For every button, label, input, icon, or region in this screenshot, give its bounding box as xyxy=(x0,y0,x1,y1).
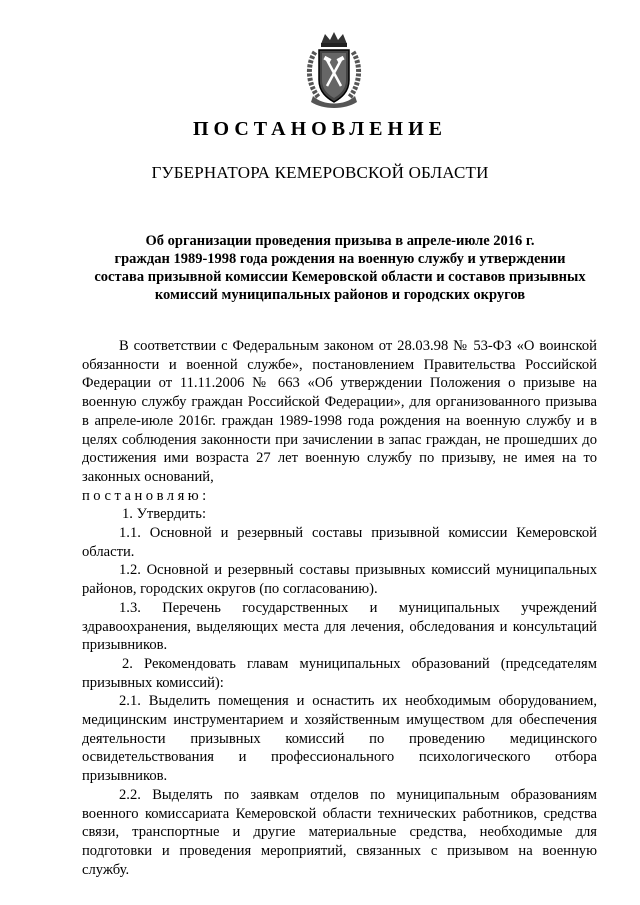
coat-of-arms-icon xyxy=(301,30,367,110)
subject-line: граждан 1989-1998 года рождения на военную службу и утверждении xyxy=(114,251,566,267)
item-2-2: 2.2. Выделять по заявкам отделов по муниципальным образованиям военного комиссариата Кемеровской области технических работников, средства связи, транспортные и другие материальные средства, необходимые для подготовки и проведения мероприятий, связанных с призывом на военную службу. xyxy=(82,786,597,878)
preamble-paragraph: В соответствии с Федеральным законом от 28.03.98 № 53-ФЗ «О воинской обязанности и военной службе», постановлением Правительства Российской Федерации от 11.11.2006 № 663 «Об утверждении Положения о призыве на военную службу граждан Российской Федерации», для организованного призыва в апреле-июле 2016г. граждан 1989-1998 года рождения на военную службу и в целях соблюдения законности при зачислении в запас граждан, не прошедших до достижения ими возраста 27 лет военную службу по призыву, не имея на то законных оснований, xyxy=(82,338,597,485)
item-1-1: 1.1. Основной и резервный составы призывной комиссии Кемеровской области. xyxy=(82,525,597,560)
item-1-3: 1.3. Перечень государственных и муниципальных учреждений здравоохранения, выделяющих места для лечения, обследования и консультаций призывников. xyxy=(82,599,597,654)
item-1: 1. Утвердить: xyxy=(122,506,207,523)
document-subject xyxy=(80,232,600,304)
subject-line: комиссий муниципальных районов и городских округов xyxy=(154,287,526,303)
decree-word: постановляю: xyxy=(82,487,210,504)
subject-line: Об организации проведения призыва в апреле-июле 2016 г. xyxy=(145,233,535,249)
document-title: ПОСТАНОВЛЕНИЕ xyxy=(193,118,447,140)
document-issuer: ГУБЕРНАТОРА КЕМЕРОВСКОЙ ОБЛАСТИ xyxy=(151,163,489,182)
subject-line: состава призывной комиссии Кемеровской области и составов призывных xyxy=(94,269,586,285)
document-body xyxy=(82,337,597,879)
item-1-2: 1.2. Основной и резервный составы призывных комиссий муниципальных районов, городских округов (по согласованию). xyxy=(82,562,597,598)
item-2: 2. Рекомендовать главам муниципальных образований (председателям призывных комиссий): xyxy=(82,655,597,691)
item-2-1: 2.1. Выделить помещения и оснастить их необходимым оборудованием, медицинским инструментарием и хозяйственным имуществом для обеспечения деятельности призывных комиссий по проведению медицинского освидетельствования и профессионального психологического отбора призывников. xyxy=(82,693,597,785)
